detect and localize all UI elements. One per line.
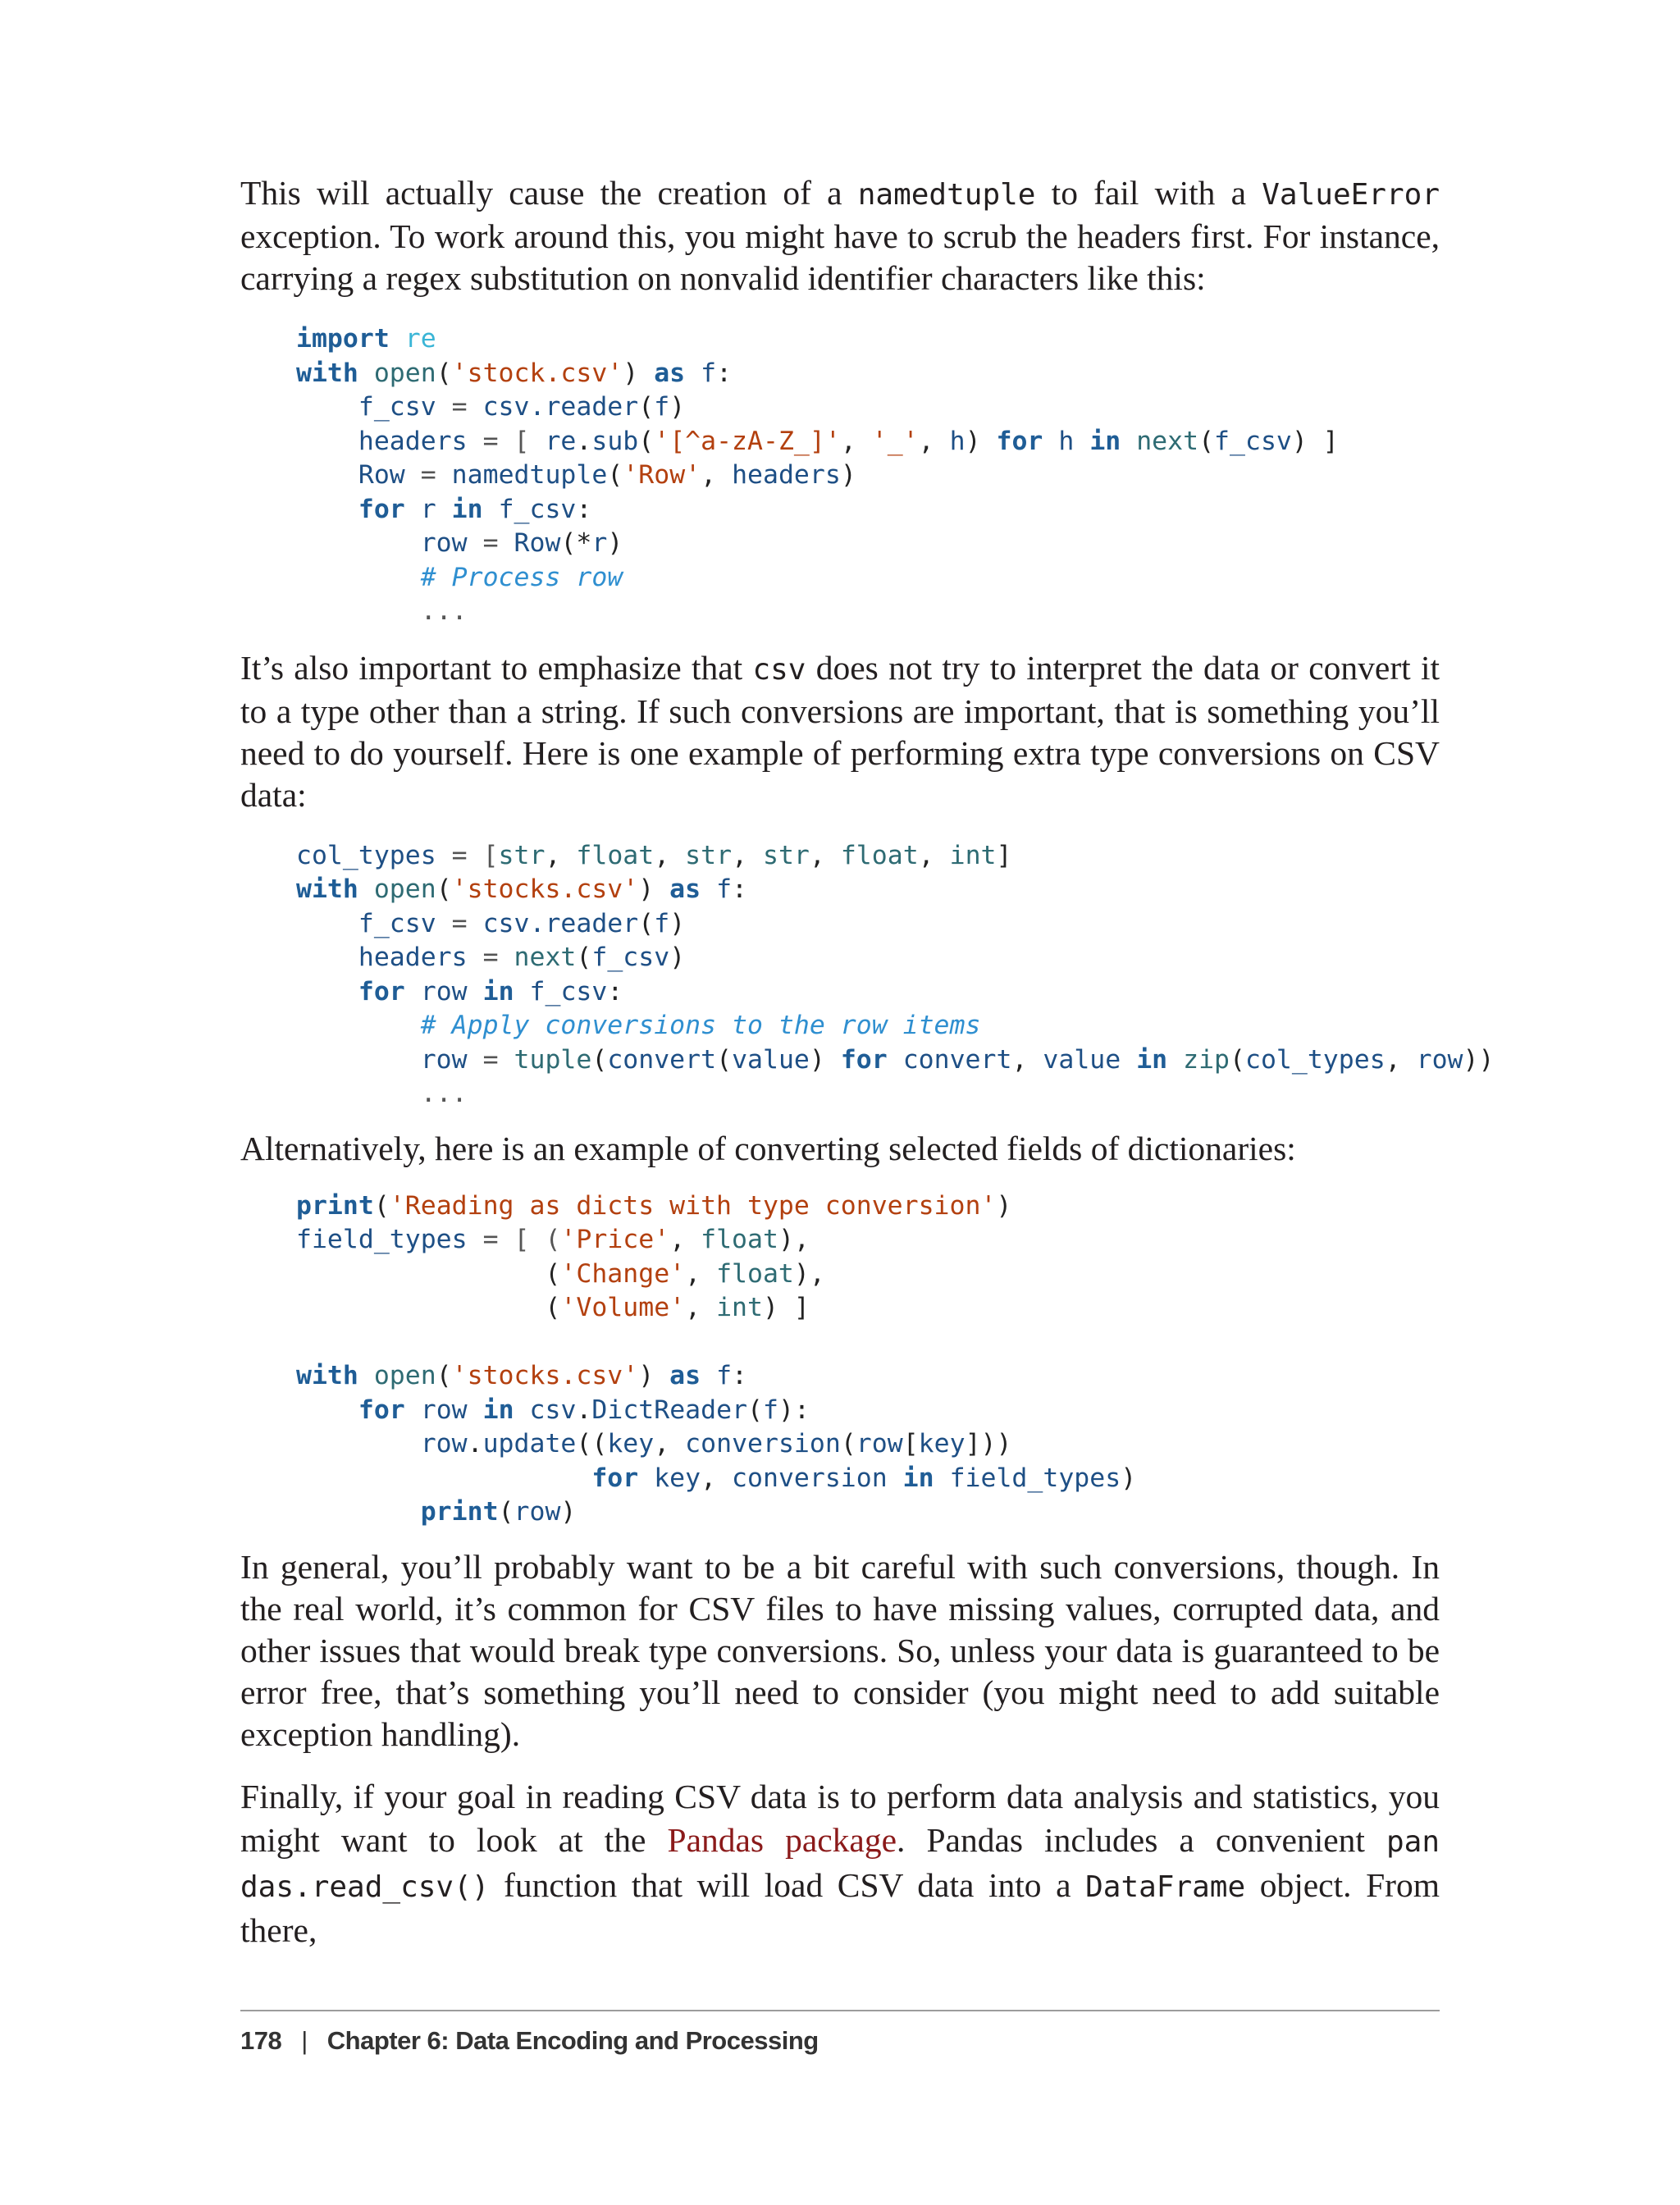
code-line: # Apply conversions to the row items bbox=[420, 1011, 981, 1040]
footer-separator: | bbox=[301, 2026, 308, 2055]
chapter-title: Chapter 6: Data Encoding and Processing bbox=[326, 2026, 819, 2055]
code-line: for key, conversion in field_types) bbox=[591, 1463, 1137, 1493]
code-line: with open('stock.csv') as f: bbox=[296, 358, 733, 388]
inline-code: ValueError bbox=[1262, 178, 1440, 212]
paragraph bbox=[240, 647, 1440, 816]
code-line: f_csv = csv.reader(f) bbox=[358, 392, 686, 422]
code-line: print(row) bbox=[420, 1497, 577, 1527]
code-line: print('Reading as dicts with type conversion') bbox=[296, 1190, 1012, 1221]
code-block bbox=[240, 322, 1440, 629]
page-footer bbox=[240, 2010, 1440, 2056]
code-line: # Process row bbox=[420, 562, 623, 592]
code-line: ('Change', float), bbox=[296, 1258, 825, 1289]
code-line: ... bbox=[420, 596, 468, 626]
code-line: f_csv = csv.reader(f) bbox=[358, 908, 686, 938]
text: object. From there, bbox=[240, 1865, 1440, 1949]
code-line: with open('stocks.csv') as f: bbox=[296, 1361, 748, 1390]
inline-code: namedtuple bbox=[857, 178, 1036, 212]
footer-rule bbox=[240, 2010, 1440, 2011]
page-content bbox=[240, 172, 1495, 1952]
paragraph bbox=[240, 1775, 1440, 1952]
code-line: with open('stocks.csv') as f: bbox=[296, 874, 748, 904]
text: exception. To work around this, you might have to scrub the headers first. For instance, carrying a regex substitution on nonvalid identifier characters like this: bbox=[240, 217, 1440, 297]
text: It’s also important to emphasize that bbox=[240, 648, 753, 687]
paragraph: In general, you’ll probably want to be a bit careful with such conversions, though. In the real world, it’s common for CSV files to have missing values, corrupted data, and other issues that would break type conversions. So, unless your data is guaranteed to be error free, that’s something you’ll need to consider (you might need to add suitable exception handling). bbox=[240, 1547, 1440, 1753]
text: . Pandas includes a convenient bbox=[897, 1820, 1386, 1859]
code-block bbox=[240, 1189, 1440, 1530]
code-line: ... bbox=[420, 1079, 468, 1108]
text: to fail with a bbox=[1035, 174, 1262, 212]
paragraph bbox=[240, 172, 1440, 299]
code-line: row.update((key, conversion(row[key])) bbox=[420, 1429, 1012, 1459]
code-line: field_types = [ ('Price', float), bbox=[296, 1225, 810, 1254]
code-line: for row in f_csv: bbox=[358, 976, 623, 1007]
code-line: for row in csv.DictReader(f): bbox=[358, 1395, 810, 1425]
inline-code: csv bbox=[752, 652, 806, 687]
page-number: 178 bbox=[240, 2026, 282, 2055]
code-line: row = Row(*r) bbox=[420, 528, 623, 558]
code-line: ('Volume', int) ] bbox=[296, 1293, 810, 1322]
code-line: Row = namedtuple('Row', headers) bbox=[358, 460, 856, 490]
code-line: row = tuple(convert(value) for convert, value in zip(col_types, row)) bbox=[420, 1044, 1495, 1075]
text: This will actually cause the creation of a bbox=[240, 174, 858, 212]
text: function that will load CSV data into a bbox=[489, 1865, 1086, 1904]
text: Finally, if your goal in reading CSV data is to perform data analysis and statistics, you might want to look at the bbox=[240, 1777, 1440, 1859]
code-line: headers = [ re.sub('[^a-zA-Z_]', '_', h) for h in next(f_csv) ] bbox=[358, 426, 1339, 456]
code-line: headers = next(f_csv) bbox=[358, 943, 686, 972]
code-line: col_types = [str, float, str, str, float, int] bbox=[296, 840, 1012, 870]
text: does not try to interpret the data or convert it to a type other than a string. If such conversions are important, that is something you’ll need to do yourself. Here is one example of performing extra type conversions on CSV data: bbox=[240, 648, 1440, 814]
code-block bbox=[240, 839, 1495, 1112]
code-line: import re bbox=[296, 324, 436, 354]
code-line: for r in f_csv: bbox=[358, 494, 592, 524]
inline-code: pan das.read_csv() bbox=[240, 1824, 1440, 1904]
paragraph: Alternatively, here is an example of converting selected fields of dictionaries: bbox=[240, 1129, 1296, 1167]
pandas-package-link[interactable]: Pandas package bbox=[667, 1820, 897, 1859]
footer-text bbox=[240, 2026, 1440, 2056]
inline-code: DataFrame bbox=[1085, 1869, 1246, 1904]
